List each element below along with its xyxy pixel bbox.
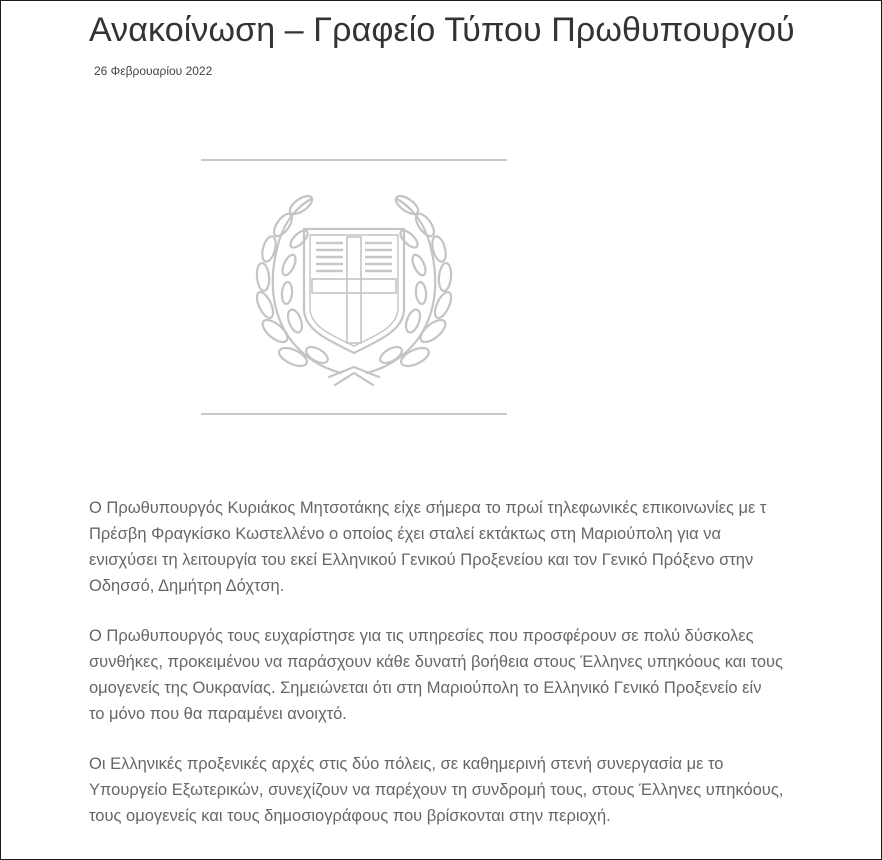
- divider-bottom: [201, 413, 507, 415]
- text-line: Υπουργείο Εξωτερικών, συνεχίζουν να παρέχουν τη συνδρομή τους, στους Έλληνες υπηκόους,: [89, 781, 784, 799]
- text-line: Ο Πρωθυπουργός τους ευχαρίστησε για τις υπηρεσίες που προσφέρουν σε πολύ δύσκολες: [89, 627, 754, 645]
- text-line: συνθήκες, προκειμένου να παράσχουν κάθε δυνατή βοήθεια στους Έλληνες υπηκόους και τους: [89, 653, 783, 671]
- text-line: ομογενείς της Ουκρανίας. Σημειώνεται ότι στη Μαριούπολη το Ελληνικό Γενικό Προξενείο είν: [89, 679, 762, 697]
- text-line: Οδησσό, Δημήτρη Δόχτση.: [89, 577, 285, 595]
- coat-of-arms-icon: [249, 181, 459, 391]
- paragraph-2: [89, 623, 882, 727]
- paragraph-1: [89, 495, 882, 599]
- publish-date: 26 Φεβρουαρίου 2022: [94, 64, 213, 78]
- text-line: Οι Ελληνικές προξενικές αρχές στις δύο πόλεις, σε καθημερινή στενή συνεργασία με το: [89, 755, 724, 773]
- article-body: [89, 495, 882, 853]
- text-line: το μόνο που θα παραμένει ανοιχτό.: [89, 705, 347, 723]
- text-line: Πρέσβη Φραγκίσκο Κωστελλένο ο οποίος έχει σταλεί εκτάκτως στη Μαριούπολη για να: [89, 525, 722, 543]
- divider-top: [201, 159, 507, 161]
- paragraph-3: [89, 751, 882, 829]
- text-line: ενισχύσει τη λειτουργία του εκεί Ελληνικού Γενικού Προξενείου και τον Γενικό Πρόξενο στην: [89, 551, 754, 569]
- text-line: Ο Πρωθυπουργός Κυριάκος Μητσοτάκης είχε σήμερα το πρωί τηλεφωνικές επικοινωνίες με τ: [89, 499, 767, 517]
- text-line: τους ομογενείς και τους δημοσιογράφους που βρίσκονται στην περιοχή.: [89, 807, 611, 825]
- page-title: Ανακοίνωση – Γραφείο Τύπου Πρωθυπουργού: [89, 11, 795, 49]
